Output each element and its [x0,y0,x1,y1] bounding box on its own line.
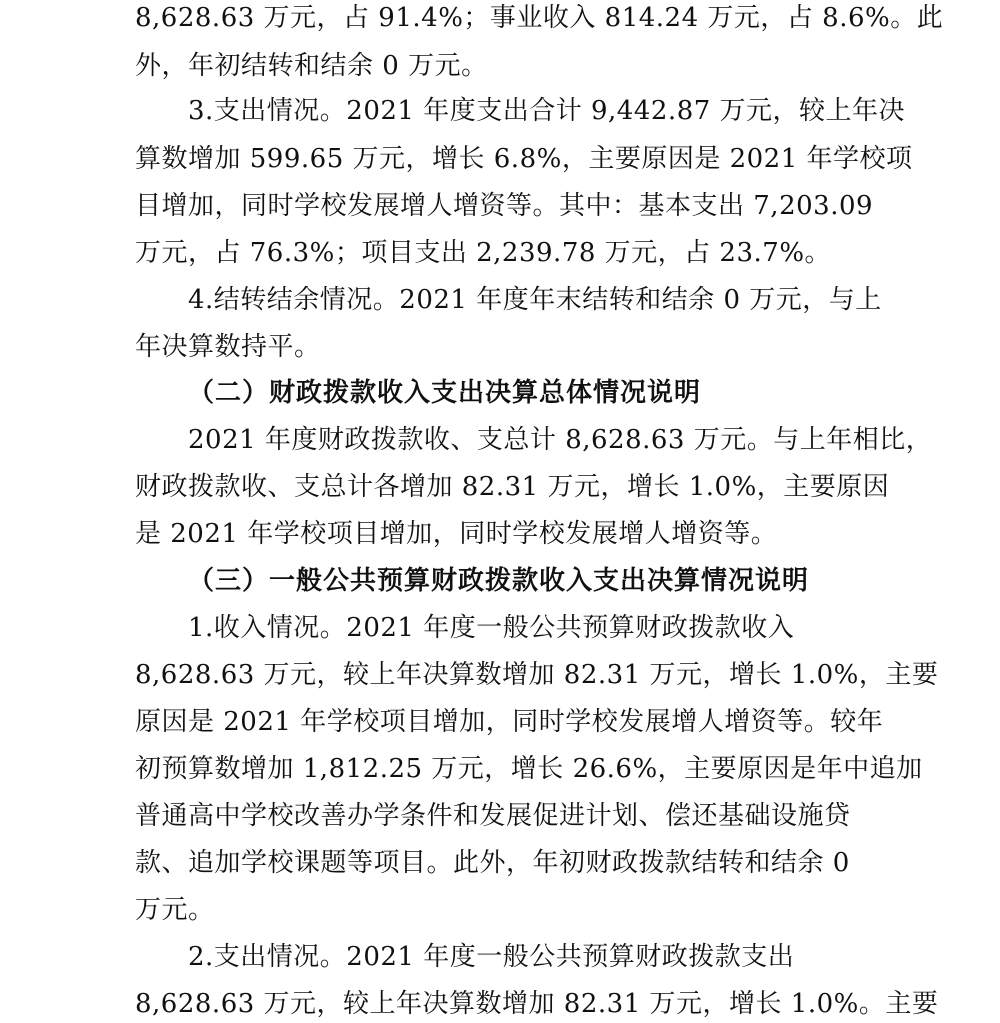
text-line: 款、追加学校课题等项目。此外，年初财政拨款结转和结余 0 [135,848,850,878]
text-line: 年决算数持平。 [135,332,321,362]
text-line: 8,628.63 万元，较上年决算数增加 82.31 万元，增长 1.0%，主要 [135,660,939,690]
section-heading: （三）一般公共预算财政拨款收入支出决算情况说明 [188,566,810,596]
text-line: 万元。 [135,895,215,925]
text-line: 原因是 2021 年学校项目增加，同时学校发展增人增资等。较年 [135,707,884,737]
text-line: 2021 年度财政拨款收、支总计 8,628.63 万元。与上年相比， [188,425,933,455]
text-line: 4.结转结余情况。2021 年度年末结转和结余 0 万元，与上 [188,285,882,315]
text-line: 3.支出情况。2021 年度支出合计 9,442.87 万元，较上年决 [188,96,906,126]
text-line: 目增加，同时学校发展增人增资等。其中：基本支出 7,203.09 [135,191,874,221]
text-line: 万元，占 76.3%；项目支出 2,239.78 万元，占 23.7%。 [135,238,832,268]
text-line: 是 2021 年学校项目增加，同时学校发展增人增资等。 [135,519,778,549]
text-line: 1.收入情况。2021 年度一般公共预算财政拨款收入 [188,613,795,643]
text-line: 普通高中学校改善办学条件和发展促进计划、偿还基础设施贷 [135,801,851,831]
text-line: 初预算数增加 1,812.25 万元，增长 26.6%，主要原因是年中追加 [135,754,923,784]
text-line: 2.支出情况。2021 年度一般公共预算财政拨款支出 [188,942,795,972]
section-heading: （二）财政拨款收入支出决算总体情况说明 [188,378,702,408]
text-line: 8,628.63 万元，占 91.4%；事业收入 814.24 万元，占 8.6%。此 [135,3,944,33]
text-line: 算数增加 599.65 万元，增长 6.8%，主要原因是 2021 年学校项 [135,144,913,174]
text-line: 财政拨款收、支总计各增加 82.31 万元，增长 1.0%，主要原因 [135,472,890,502]
text-line: 外，年初结转和结余 0 万元。 [135,51,488,81]
text-line: 8,628.63 万元，较上年决算数增加 82.31 万元，增长 1.0%。主要 [135,989,939,1019]
